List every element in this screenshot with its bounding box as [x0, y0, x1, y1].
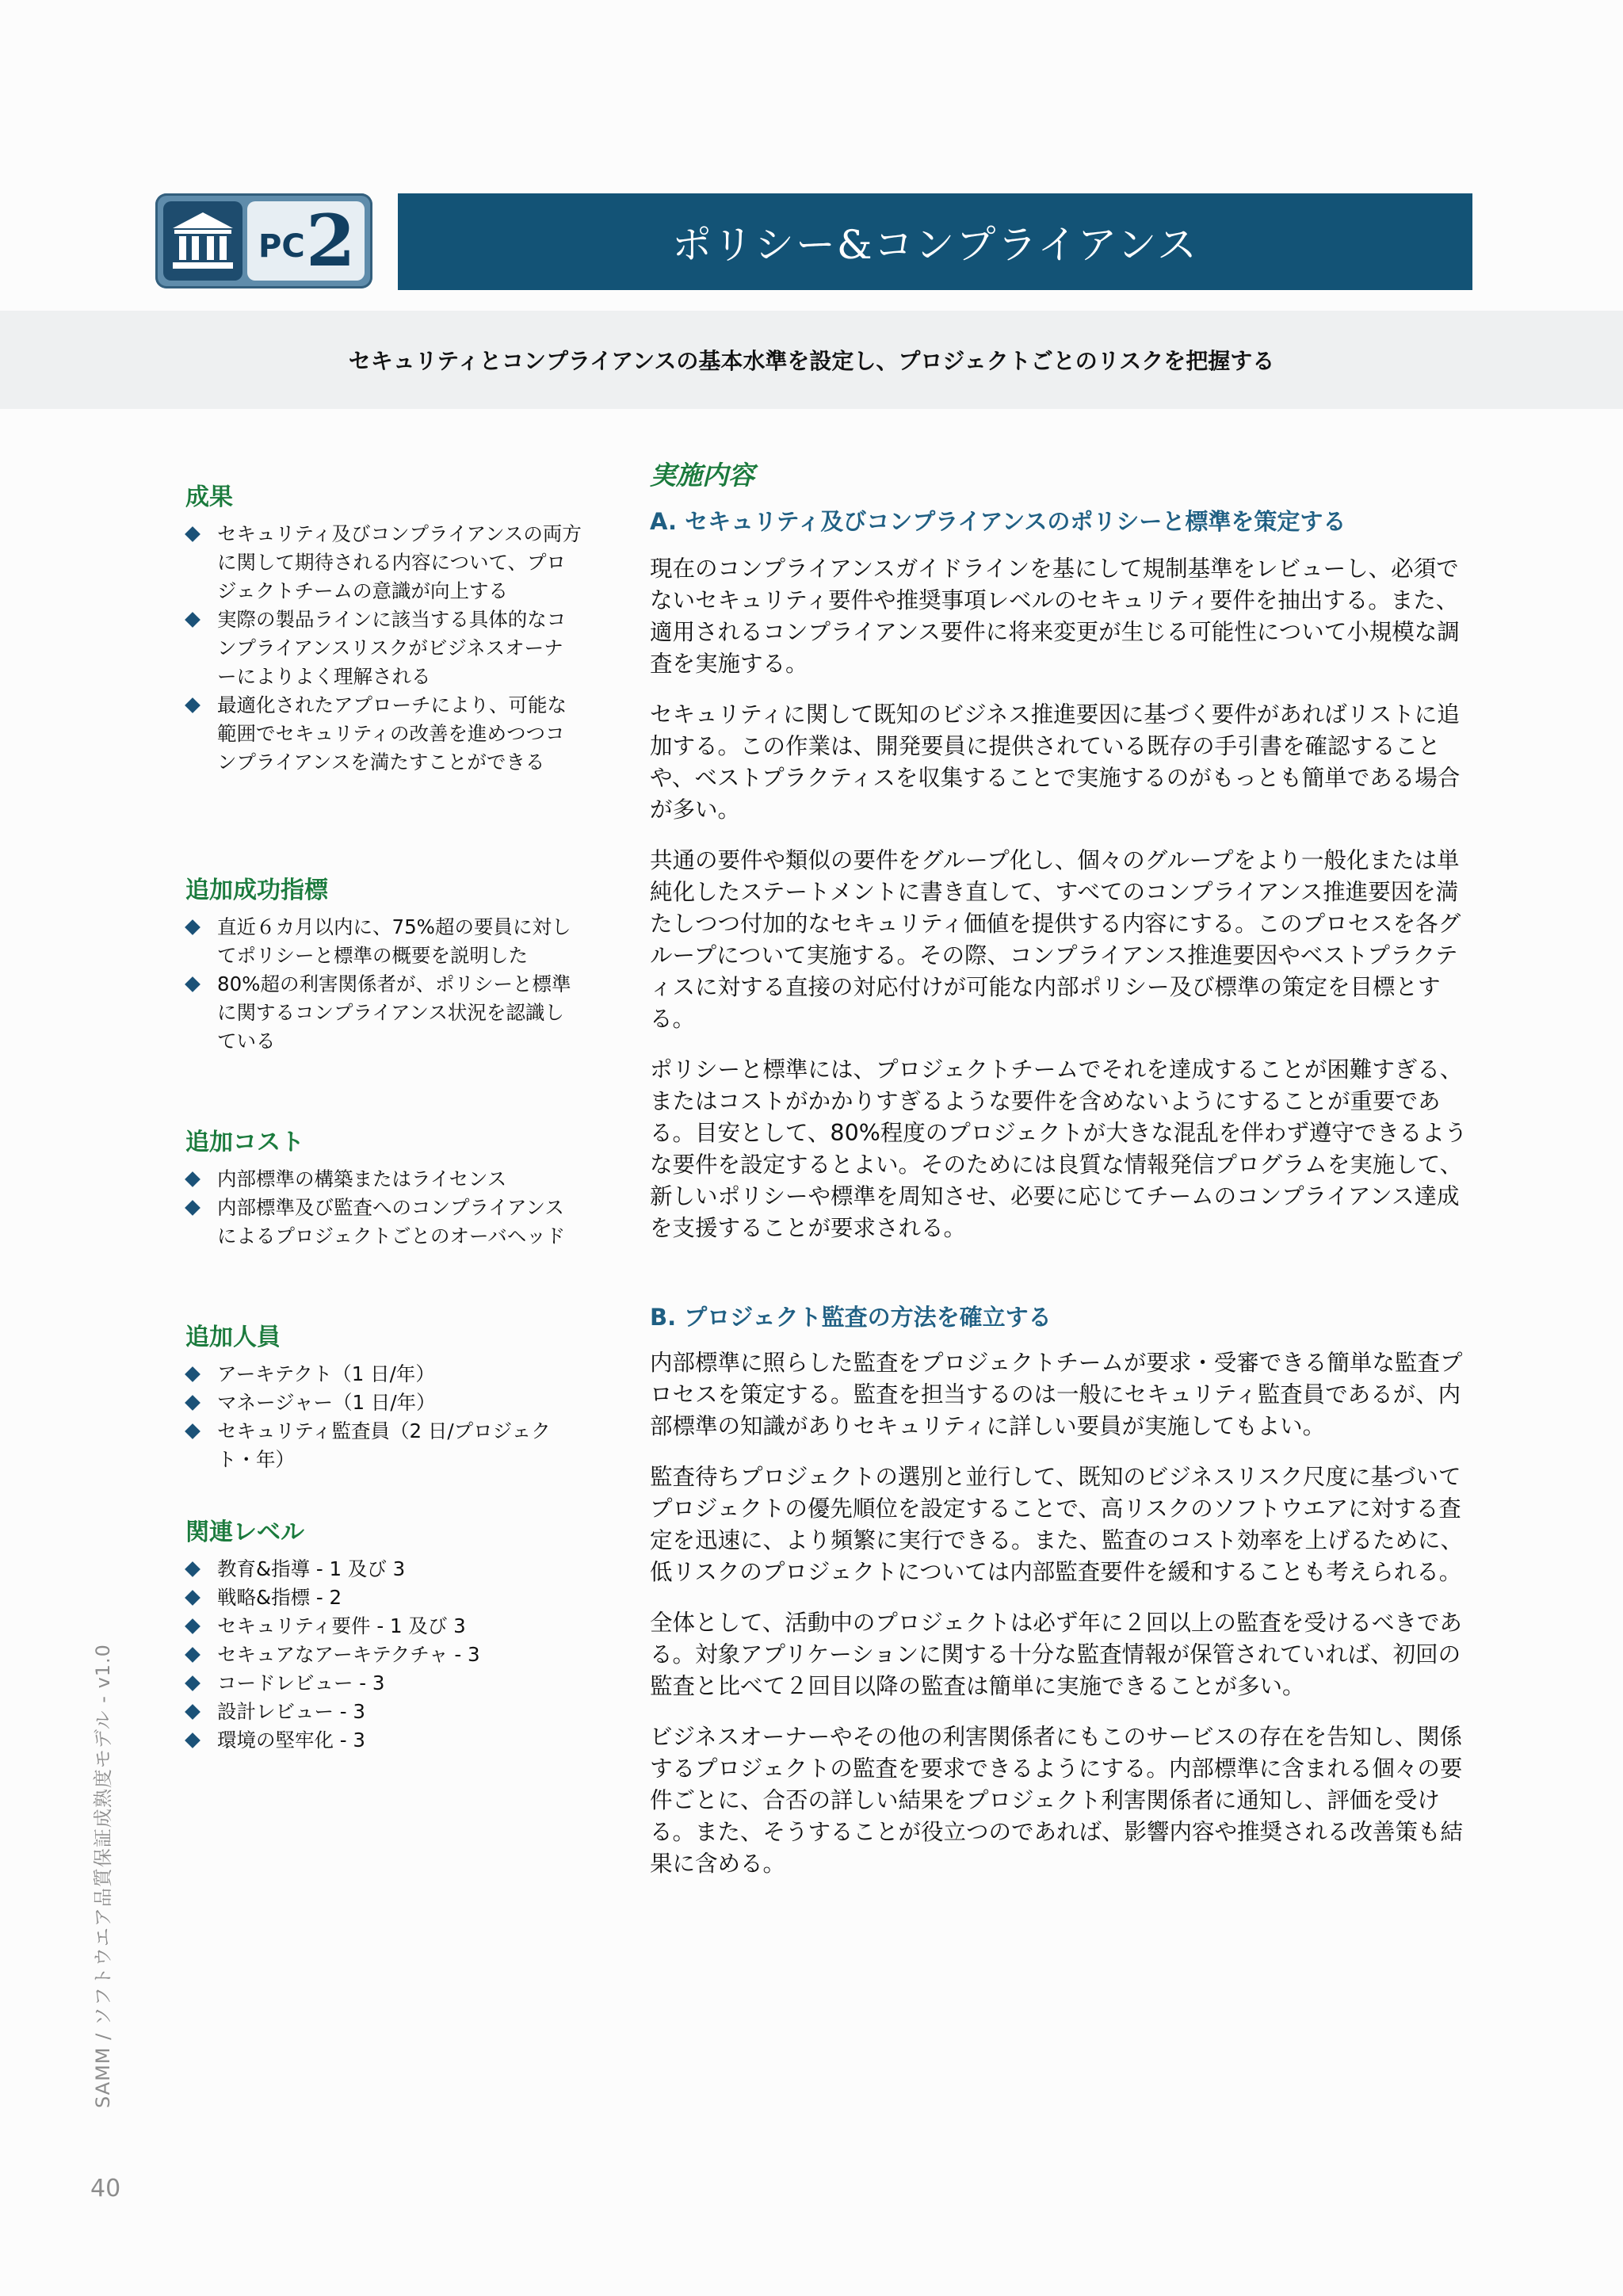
diamond-bullet-icon	[185, 1590, 200, 1606]
list-item: セキュリティ要件 - 1 及び 3	[185, 1612, 582, 1641]
paragraph: ポリシーと標準には、プロジェクトチームでそれを達成することが困難すぎる、またはコストがかかりすぎるような要件を含めないようにすることが重要である。目安として、80%程度のプロジェクトが大きな混乱を伴わず遵守できるような要件を設定するとよい。そのためには良質な情報発信プログラムを実施して、新しいポリシーや標準を周知させ、必要に応じてチームのコンプライアンス達成を支援することが要求される。	[650, 1056, 1468, 1241]
list-item: セキュリティ監査員（2 日/プロジェクト・年）	[185, 1417, 582, 1474]
practice-code	[247, 201, 365, 281]
paragraph: 監査待ちプロジェクトの選別と並行して、既知のビジネスリスク尺度に基づいてプロジェクトの優先順位を設定することで、高リスクのソフトウエアに対する査定を迅速に、より頻繁に実行できる。また、監査のコスト効率を上げるために、低リスクのプロジェクトについては内部監査要件を緩和することも考えられる。	[650, 1464, 1464, 1585]
sidebar-heading: 成果	[185, 483, 233, 511]
list-item: 直近６カ月以内に、75%超の要員に対してポリシーと標準の概要を説明した	[185, 913, 582, 970]
practice-prefix: PC	[258, 228, 305, 265]
list-item: アーキテクト（1 日/年）	[185, 1360, 582, 1389]
diamond-bullet-icon	[185, 1395, 200, 1411]
diamond-bullet-icon	[185, 1704, 200, 1720]
diamond-bullet-icon	[185, 919, 200, 935]
page-title: ポリシー&コンプライアンス	[671, 222, 1198, 268]
list-item: セキュアなアーキテクチャ - 3	[185, 1641, 582, 1669]
paragraph: セキュリティに関して既知のビジネス推進要因に基づく要件があればリストに追加する。この作業は、開発要員に提供されている既存の手引書を確認することや、ベストプラクティスを収集することで実施するのがもっとも簡単である場合が多い。	[650, 701, 1461, 823]
sidebar-section-personnel	[185, 1322, 582, 1474]
paragraph: 共通の要件や類似の要件をグループ化し、個々のグループをより一般化または単純化したステートメントに書き直して、すべてのコンプライアンス推進要因を満たしつつ付加的なセキュリティ価値を提供する内容にする。このプロセスを各グループについて実施する。その際、コンプライアンス推進要因やベストプラクティスに対する直接の対応付けが可能な内部ポリシー及び標準の策定を目標とする。	[650, 847, 1461, 1032]
diamond-bullet-icon	[185, 612, 200, 628]
sidebar-heading: 追加コスト	[185, 1129, 304, 1156]
list-item: 80%超の利害関係者が、ポリシーと標準に関するコンプライアンス状況を認識している	[185, 970, 582, 1056]
sidebar-heading: 追加人員	[185, 1324, 281, 1351]
practice-badge	[155, 193, 372, 288]
section-heading-a: A. セキュリティ及びコンプライアンスのポリシーと標準を策定する	[650, 508, 1346, 535]
sidebar-section-related-levels	[185, 1517, 582, 1755]
diamond-bullet-icon	[185, 1733, 200, 1748]
sidebar-list	[185, 913, 582, 1056]
document-label: SAMM / ソフトウエア品質保証成熟度モデル - v1.0	[92, 1644, 114, 2108]
sidebar-section-costs	[185, 1127, 582, 1251]
paragraph: 現在のコンプライアンスガイドラインを基にして規制基準をレビューし、必須でないセキュリティ要件や推奨事項レベルのセキュリティ要件を抽出する。また、適用されるコンプライアンス要件に将来変更が生じる可能性について小規模な調査を実施する。	[650, 556, 1460, 677]
diamond-bullet-icon	[185, 1366, 200, 1382]
institution-icon	[163, 201, 242, 281]
activities-title: 実施内容	[650, 460, 754, 491]
list-item: コードレビュー - 3	[185, 1669, 582, 1698]
diamond-bullet-icon	[185, 526, 200, 542]
diamond-bullet-icon	[185, 1647, 200, 1663]
diamond-bullet-icon	[185, 1618, 200, 1634]
diamond-bullet-icon	[185, 1171, 200, 1187]
diamond-bullet-icon	[185, 1423, 200, 1439]
objective-band	[0, 311, 1623, 409]
objective-text: セキュリティとコンプライアンスの基本水準を設定し、プロジェクトごとのリスクを把握する	[348, 348, 1275, 374]
list-item: 環境の堅牢化 - 3	[185, 1726, 582, 1755]
list-item: 実際の製品ラインに該当する具体的なコンプライアンスリスクがビジネスオーナーによりよく理解される	[185, 606, 582, 691]
sidebar-section-results	[185, 482, 582, 777]
list-item: 戦略&指標 - 2	[185, 1584, 582, 1612]
list-item: 内部標準の構築またはライセンス	[185, 1165, 582, 1194]
sidebar-heading: 追加成功指標	[185, 877, 328, 904]
section-heading-b: B. プロジェクト監査の方法を確立する	[650, 1304, 1052, 1331]
list-item: 最適化されたアプローチにより、可能な範囲でセキュリティの改善を進めつつコンプライアンスを満たすことができる	[185, 691, 582, 777]
practice-level: 2	[306, 199, 356, 283]
diamond-bullet-icon	[185, 976, 200, 992]
sidebar-list	[185, 520, 582, 777]
diamond-bullet-icon	[185, 1561, 200, 1577]
sidebar-list	[185, 1165, 582, 1251]
list-item: マネージャー（1 日/年）	[185, 1389, 582, 1417]
sidebar-section-success-metrics	[185, 875, 582, 1056]
sidebar-heading: 関連レベル	[185, 1519, 304, 1546]
list-item: 教育&指導 - 1 及び 3	[185, 1555, 582, 1584]
list-item: 設計レビュー - 3	[185, 1698, 582, 1726]
section-body-a	[650, 553, 1472, 1263]
page-title-bar	[398, 193, 1472, 290]
list-item: 内部標準及び監査へのコンプライアンスによるプロジェクトごとのオーバヘッド	[185, 1194, 582, 1251]
diamond-bullet-icon	[185, 1675, 200, 1691]
paragraph: ビジネスオーナーやその他の利害関係者にもこのサービスの存在を告知し、関係するプロジェクトの監査を要求できるようにする。内部標準に含まれる個々の要件ごとに、合否の詳しい結果をプロジェクト利害関係者に通知し、評価を受ける。また、そうすることが役立つのであれば、影響内容や推奨される改善策も結果に含める。	[650, 1724, 1464, 1877]
list-item: セキュリティ及びコンプライアンスの両方に関して期待される内容について、プロジェクトチームの意識が向上する	[185, 520, 582, 606]
page-number: 40	[90, 2175, 121, 2202]
sidebar-list	[185, 1555, 582, 1755]
diamond-bullet-icon	[185, 1200, 200, 1216]
section-body-b	[650, 1347, 1472, 1899]
sidebar-list	[185, 1360, 582, 1474]
diamond-bullet-icon	[185, 697, 200, 713]
paragraph: 全体として、活動中のプロジェクトは必ず年に２回以上の監査を受けるべきである。対象アプリケーションに関する十分な監査情報が保管されていれば、初回の監査と比べて２回目以降の監査は簡単に実施できることが多い。	[650, 1610, 1462, 1699]
paragraph: 内部標準に照らした監査をプロジェクトチームが要求・受審できる簡単な監査プロセスを策定する。監査を担当するのは一般にセキュリティ監査員であるが、内部標準の知識がありセキュリティに詳しい要員が実施してもよい。	[650, 1350, 1463, 1439]
